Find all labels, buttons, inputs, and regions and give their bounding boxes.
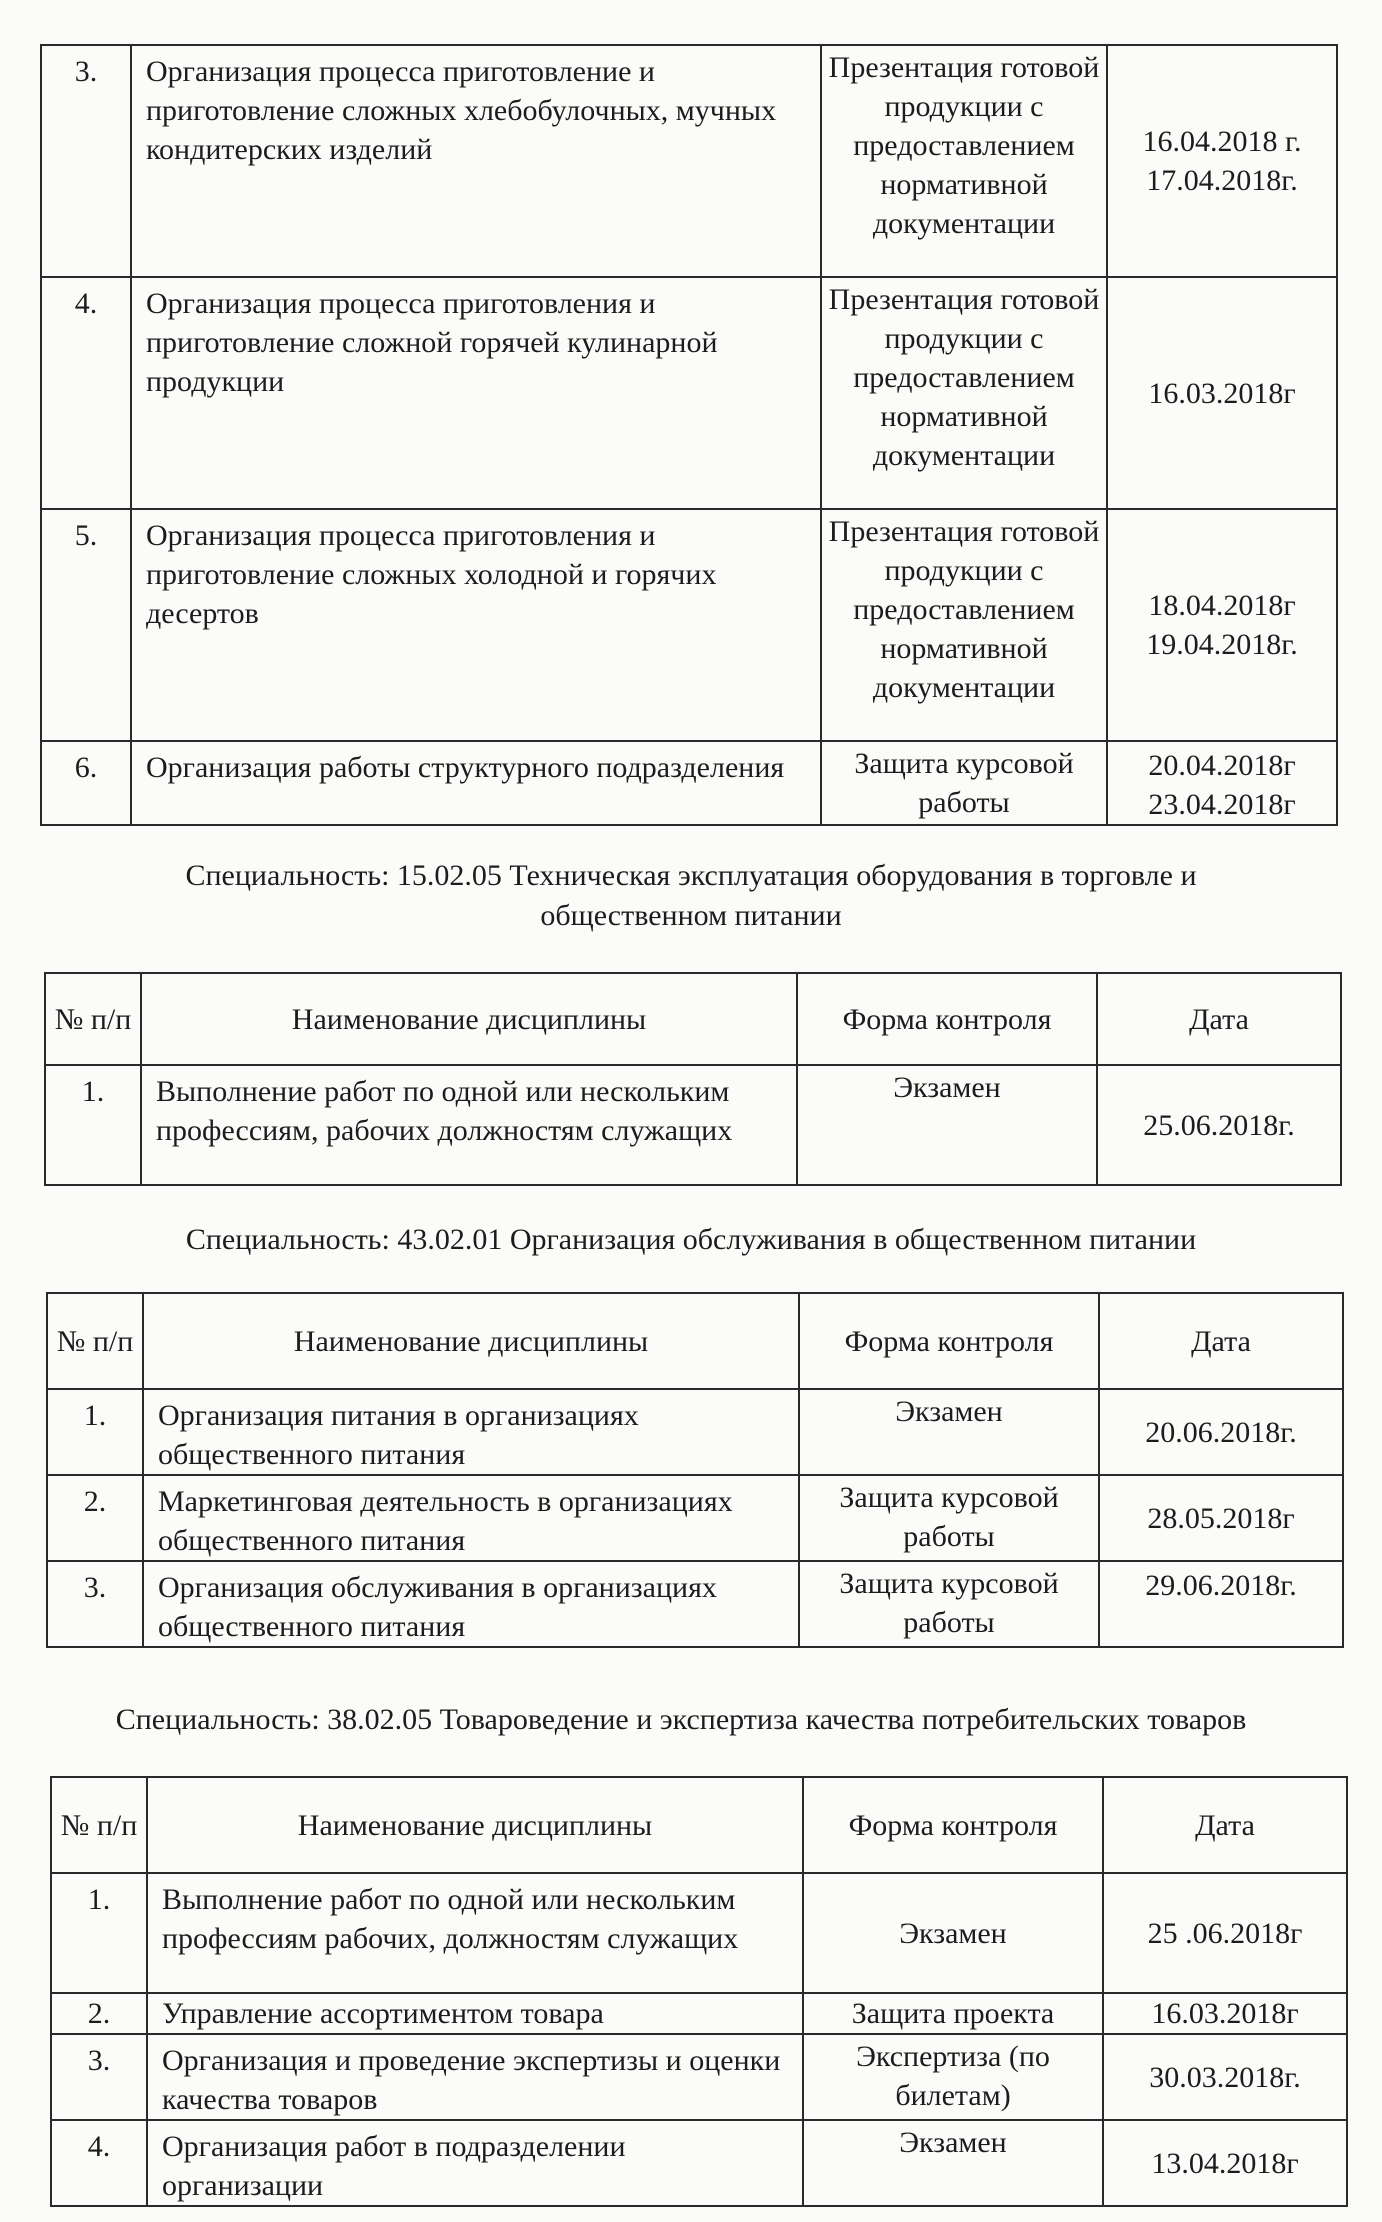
row-number: 1. [51,1873,147,1993]
table-header-row [47,1293,1343,1389]
discipline-name: Организация работы структурного подразделения [131,741,821,825]
discipline-name: Выполнение работ по одной или нескольким профессиям рабочих, должностям служащих [147,1873,803,1993]
table-row [41,277,1337,509]
discipline-name: Организация обслуживания в организациях общественного питания [143,1561,799,1647]
header-date: Дата [1097,973,1341,1065]
table-row [41,45,1337,277]
discipline-name: Организация процесса приготовления и приготовление сложных холодной и горячих десертов [131,509,821,741]
date-value: 28.05.2018г [1099,1475,1343,1561]
date-value: 16.03.2018г [1148,376,1296,410]
table-row [41,741,1337,825]
date-value: 25 .06.2018г [1103,1873,1347,1993]
date-value: 20.06.2018г. [1099,1389,1343,1475]
header-discipline: Наименование дисциплины [143,1293,799,1389]
control-form: Экзамен [799,1389,1099,1475]
table-header-row [51,1777,1347,1873]
discipline-name: Организация процесса приготовления и приготовление сложной горячей кулинарной продукции [131,277,821,509]
specialty-heading: Специальность: 38.02.05 Товароведение и экспертиза качества потребительских товаров [115,1703,1247,1736]
discipline-name: Организация питания в организациях общественного питания [143,1389,799,1475]
date-cell [1107,509,1337,741]
control-form: Защита курсовой работы [799,1475,1099,1561]
row-number: 3. [41,45,131,277]
table-specialty-15-02-05 [44,972,1342,1186]
row-number: 4. [41,277,131,509]
header-number: № п/п [51,1777,147,1873]
date-value: 20.04.2018г [1148,749,1296,782]
table-specialty-38-02-05 [50,1776,1348,2207]
date-value: 23.04.2018г [1148,788,1296,821]
header-date: Дата [1103,1777,1347,1873]
date-value: 17.04.2018г. [1146,164,1298,197]
table-row [41,509,1337,741]
header-number: № п/п [47,1293,143,1389]
control-form: Презентация готовой продукции с предоставлением нормативной документации [821,509,1107,741]
discipline-name: Выполнение работ по одной или нескольким профессиям, рабочих должностям служащих [141,1065,797,1185]
specialty-heading: Специальность: 43.02.01 Организация обслуживания в общественном питании [185,1223,1197,1256]
date-value: 30.03.2018г. [1103,2034,1347,2120]
row-number: 2. [47,1475,143,1561]
row-number: 3. [47,1561,143,1647]
row-number: 5. [41,509,131,741]
date-cell [1107,277,1337,509]
control-form: Экспертиза (по билетам) [803,2034,1103,2120]
table-row [51,2120,1347,2206]
discipline-name: Маркетинговая деятельность в организациях общественного питания [143,1475,799,1561]
date-cell [1107,45,1337,277]
control-form: Презентация готовой продукции с предоставлением нормативной документации [821,277,1107,509]
table-specialty-43-02-01 [46,1292,1344,1648]
table-row [47,1389,1343,1475]
date-value: 16.03.2018г [1103,1993,1347,2034]
header-number: № п/п [45,973,141,1065]
table-row [45,1065,1341,1185]
row-number: 1. [47,1389,143,1475]
table-row [47,1475,1343,1561]
row-number: 4. [51,2120,147,2206]
specialty-heading: Специальность: 15.02.05 Техническая эксплуатация оборудования в торговле и общественном питании [185,859,1197,932]
header-discipline: Наименование дисциплины [147,1777,803,1873]
date-value: 13.04.2018г [1103,2120,1347,2206]
discipline-name: Управление ассортиментом товара [147,1993,803,2034]
row-number: 6. [41,741,131,825]
table-row [51,1873,1347,1993]
table-header-row [45,973,1341,1065]
discipline-name: Организация и проведение экспертизы и оценки качества товаров [147,2034,803,2120]
date-value: 19.04.2018г. [1146,628,1298,661]
discipline-name: Организация работ в подразделении организации [147,2120,803,2206]
date-cell [1107,741,1337,825]
date-value: 29.06.2018г. [1099,1561,1343,1647]
row-number: 2. [51,1993,147,2034]
discipline-name: Организация процесса приготовление и приготовление сложных хлебобулочных, мучных кондитерских изделий [131,45,821,277]
header-date: Дата [1099,1293,1343,1389]
table-row [51,2034,1347,2120]
date-value: 18.04.2018г [1148,589,1296,622]
row-number: 1. [45,1065,141,1185]
control-form: Экзамен [797,1065,1097,1185]
control-form: Презентация готовой продукции с предоставлением нормативной документации [821,45,1107,277]
table-row [47,1561,1343,1647]
control-form: Экзамен [803,1873,1103,1993]
table-specialty-1-continued [40,44,1338,826]
header-control-form: Форма контроля [803,1777,1103,1873]
table-row [51,1993,1347,2034]
date-value: 25.06.2018г. [1097,1065,1341,1185]
control-form: Защита проекта [803,1993,1103,2034]
row-number: 3. [51,2034,147,2120]
date-value: 16.04.2018 г. [1142,125,1302,158]
header-discipline: Наименование дисциплины [141,973,797,1065]
header-control-form: Форма контроля [799,1293,1099,1389]
header-control-form: Форма контроля [797,973,1097,1065]
control-form: Защита курсовой работы [821,741,1107,825]
control-form: Экзамен [803,2120,1103,2206]
control-form: Защита курсовой работы [799,1561,1099,1647]
